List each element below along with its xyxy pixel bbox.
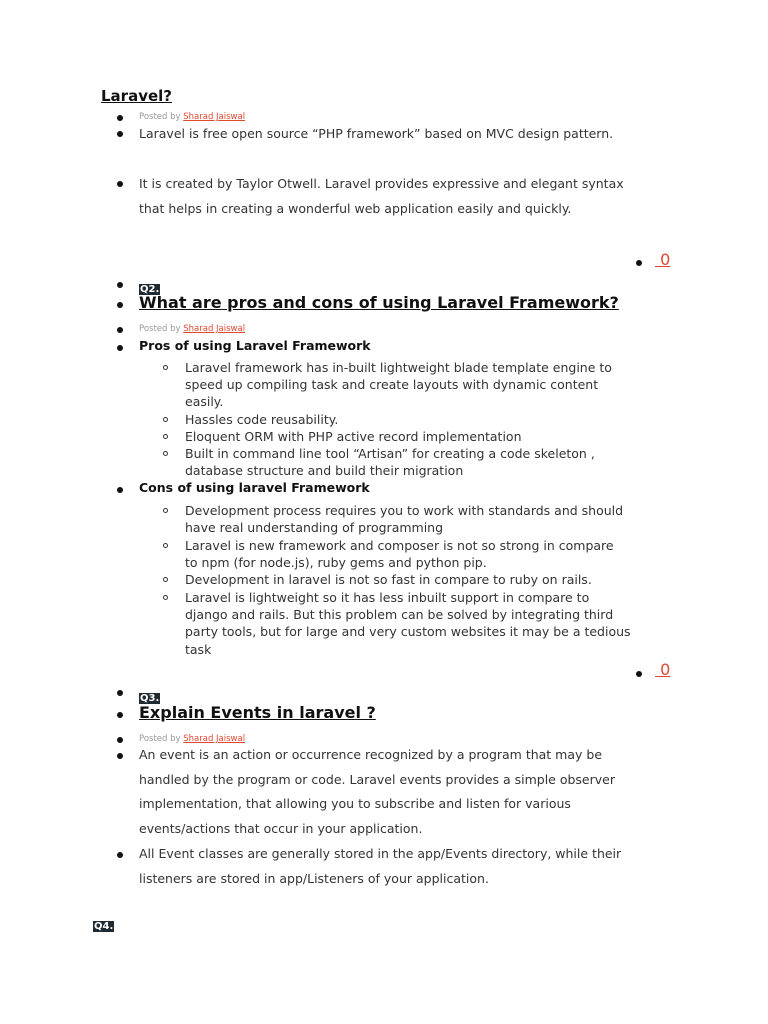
list-item: An event is an action or occurrence recognized by a program that may be handled by the program or code. Laravel events provides a simple observer implementation, that allowing you to subscribe and listen for various events/actions that occur in your application. — [139, 747, 615, 836]
pros-item: Hassles code reusability. — [185, 412, 339, 427]
sub-bullet — [163, 595, 168, 600]
question-title-3[interactable]: Explain Events in laravel ? — [139, 703, 376, 722]
posted-by — [139, 324, 245, 334]
sub-bullet — [163, 365, 168, 370]
list-item: All Event classes are generally stored in the app/Events directory, while their listeners are stored in app/Listeners of your application. — [139, 846, 622, 886]
sub-bullet — [163, 508, 168, 513]
bullet — [117, 753, 123, 759]
bullet — [117, 690, 123, 696]
sub-bullet — [163, 577, 168, 582]
bullet — [117, 181, 123, 187]
posted-by — [139, 112, 245, 122]
list-item: It is created by Taylor Otwell. Laravel provides expressive and elegant syntax that helps in creating a wonderful web application easily and quickly. — [139, 176, 624, 216]
author-link[interactable]: Sharad Jaiswal — [183, 734, 246, 744]
bullet — [117, 712, 123, 718]
pros-item: Built in command line tool “Artisan” for creating a code skeleton , database structure and build their migration — [185, 446, 595, 479]
question-title-1[interactable]: Laravel? — [101, 87, 172, 105]
bullet — [636, 260, 642, 266]
sub-bullet — [163, 434, 168, 439]
bullet — [636, 671, 642, 677]
pros-item: Laravel framework has in-built lightweight blade template engine to speed up compiling task and create layouts with dynamic content easily. — [185, 360, 612, 410]
posted-by-label: Posted by — [139, 324, 184, 334]
sub-bullet — [163, 417, 168, 422]
bullet — [117, 282, 123, 288]
question-title-2[interactable]: What are pros and cons of using Laravel Framework? — [139, 293, 619, 312]
sub-bullet — [163, 451, 168, 456]
bullet — [117, 115, 123, 121]
bullet — [117, 487, 123, 493]
author-link[interactable]: Sharad Jaiswal — [183, 324, 246, 334]
cons-item: Development process requires you to work with standards and should have real understanding of programming — [185, 503, 624, 536]
cons-item: Laravel is lightweight so it has less inbuilt support in compare to django and rails. But this problem can be solved by integrating third party tools, but for large and very custom websites it may be a tedious task — [185, 590, 631, 657]
cons-heading: Cons of using laravel Framework — [139, 480, 370, 495]
author-link[interactable]: Sharad Jaiswal — [183, 112, 246, 122]
posted-by-label: Posted by — [139, 734, 184, 744]
question-label: Q2. — [140, 284, 160, 295]
pros-heading: Pros of using Laravel Framework — [139, 338, 371, 353]
question-label: Q3. — [140, 693, 160, 704]
bullet — [117, 345, 123, 351]
pros-item: Eloquent ORM with PHP active record implementation — [185, 429, 522, 444]
comment-count[interactable]: 0 — [655, 250, 671, 269]
list-item: Laravel is free open source “PHP framework” based on MVC design pattern. — [139, 126, 614, 141]
cons-item: Development in laravel is not so fast in compare to ruby on rails. — [185, 572, 592, 587]
bullet — [117, 302, 123, 308]
bullet — [117, 131, 123, 137]
sub-bullet — [163, 543, 168, 548]
comment-count[interactable]: 0 — [655, 660, 671, 679]
bullet — [117, 327, 123, 333]
question-label: Q4. — [94, 921, 114, 932]
bullet — [117, 852, 123, 858]
cons-item: Laravel is new framework and composer is not so strong in compare to npm (for node.js), ruby gems and python pip. — [185, 538, 614, 571]
posted-by-label: Posted by — [139, 112, 184, 122]
bullet — [117, 737, 123, 743]
